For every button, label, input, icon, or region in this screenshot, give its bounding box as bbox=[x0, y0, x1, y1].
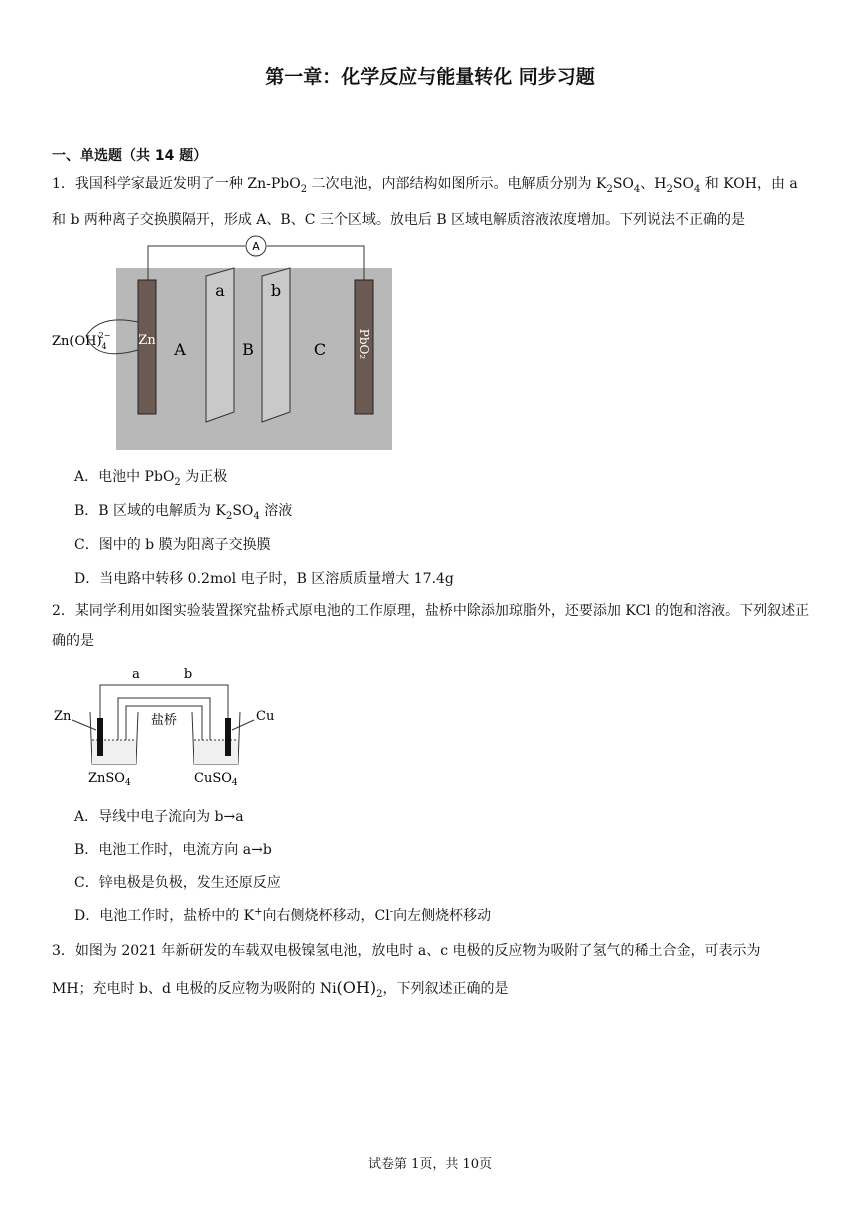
q1-option-b: B．B 区域的电解质为 $K_2SO_4$ 溶液 bbox=[74, 503, 293, 522]
znso4-label: ZnSO$_4$ bbox=[88, 771, 131, 788]
zone-b-label: B bbox=[242, 340, 254, 359]
pbo2-label: PbO₂ bbox=[357, 328, 371, 360]
zone-c-label: C bbox=[313, 340, 327, 359]
q2-option-c: C．锌电极是负极，发生还原反应 bbox=[74, 875, 281, 891]
zone-a-label: A bbox=[174, 340, 186, 359]
q1-option-a: A．电池中 PbO$_2$ 为正极 bbox=[74, 469, 228, 488]
ammeter-label: A bbox=[252, 240, 260, 253]
cu-label: Cu bbox=[256, 709, 275, 724]
salt-bridge-label: 盐桥 bbox=[150, 713, 178, 728]
zn-electrode bbox=[97, 718, 103, 756]
q1-option-d: D．当电路中转移 0.2mol 电子时，B 区溶质质量增大 17.4g bbox=[74, 571, 454, 587]
question-3-line-1: 3．如图为 2021 年新研发的车载双电极镍氢电池，放电时 a、c 电极的反应物为吸附了氢气的稀土合金，可表示为 bbox=[52, 943, 761, 959]
page-footer: 试卷第 1页，共 10页 bbox=[367, 1157, 493, 1172]
salt-bridge-diagram bbox=[50, 664, 290, 792]
zn-label: Zn bbox=[54, 709, 72, 724]
membrane-b-label: b bbox=[270, 281, 282, 300]
right-solution bbox=[194, 740, 238, 764]
page-title: 第一章：化学反应与能量转化 同步习题 bbox=[265, 66, 595, 88]
membrane-a-label: a bbox=[215, 281, 225, 300]
zn-label: Zn bbox=[138, 333, 156, 348]
q1-option-c: C．图中的 b 膜为阳离子交换膜 bbox=[74, 537, 271, 553]
question-1-text: 1．我国科学家最近发明了一种 Zn-PbO$_2$ 二次电池，内部结构如图所示。电解质分别为 $K_2SO_4$、$H_2SO_4$ 和 KOH，由 a 和 b 两种离子交换膜隔开，形成 A、B、C 三个区域。放电后 B 区域电解质溶液浓度增加。下列说法不正确的是 bbox=[52, 176, 798, 228]
battery-diagram bbox=[50, 232, 400, 454]
cuso4-label: CuSO$_4$ bbox=[194, 771, 238, 788]
wire-b-label: b bbox=[183, 667, 193, 682]
q2-option-d: D．电池工作时，盐桥中的 K+向右侧烧杯移动，Cl-向左侧烧杯移动 bbox=[74, 906, 492, 924]
wire-a-label: a bbox=[132, 667, 140, 682]
q2-option-a: A．导线中电子流向为 b→a bbox=[74, 809, 244, 825]
question-2-text: 2．某同学利用如图实验装置探究盐桥式原电池的工作原理，盐桥中除添加琼脂外，还要添加 KCl 的饱和溶液。下列叙述正确的是 bbox=[52, 603, 810, 649]
q2-option-b: B．电池工作时，电流方向 a→b bbox=[74, 842, 272, 858]
section-heading: 一、单选题（共 14 题） bbox=[52, 148, 208, 164]
ion-label: $Zn(OH)_42-$ bbox=[52, 331, 111, 351]
question-3-line-2: MH；充电时 b、d 电极的反应物为吸附的 $Ni(OH)_2$，下列叙述正确的是 bbox=[52, 978, 509, 1000]
cu-electrode bbox=[225, 718, 231, 756]
electrolyte-box bbox=[116, 268, 392, 450]
